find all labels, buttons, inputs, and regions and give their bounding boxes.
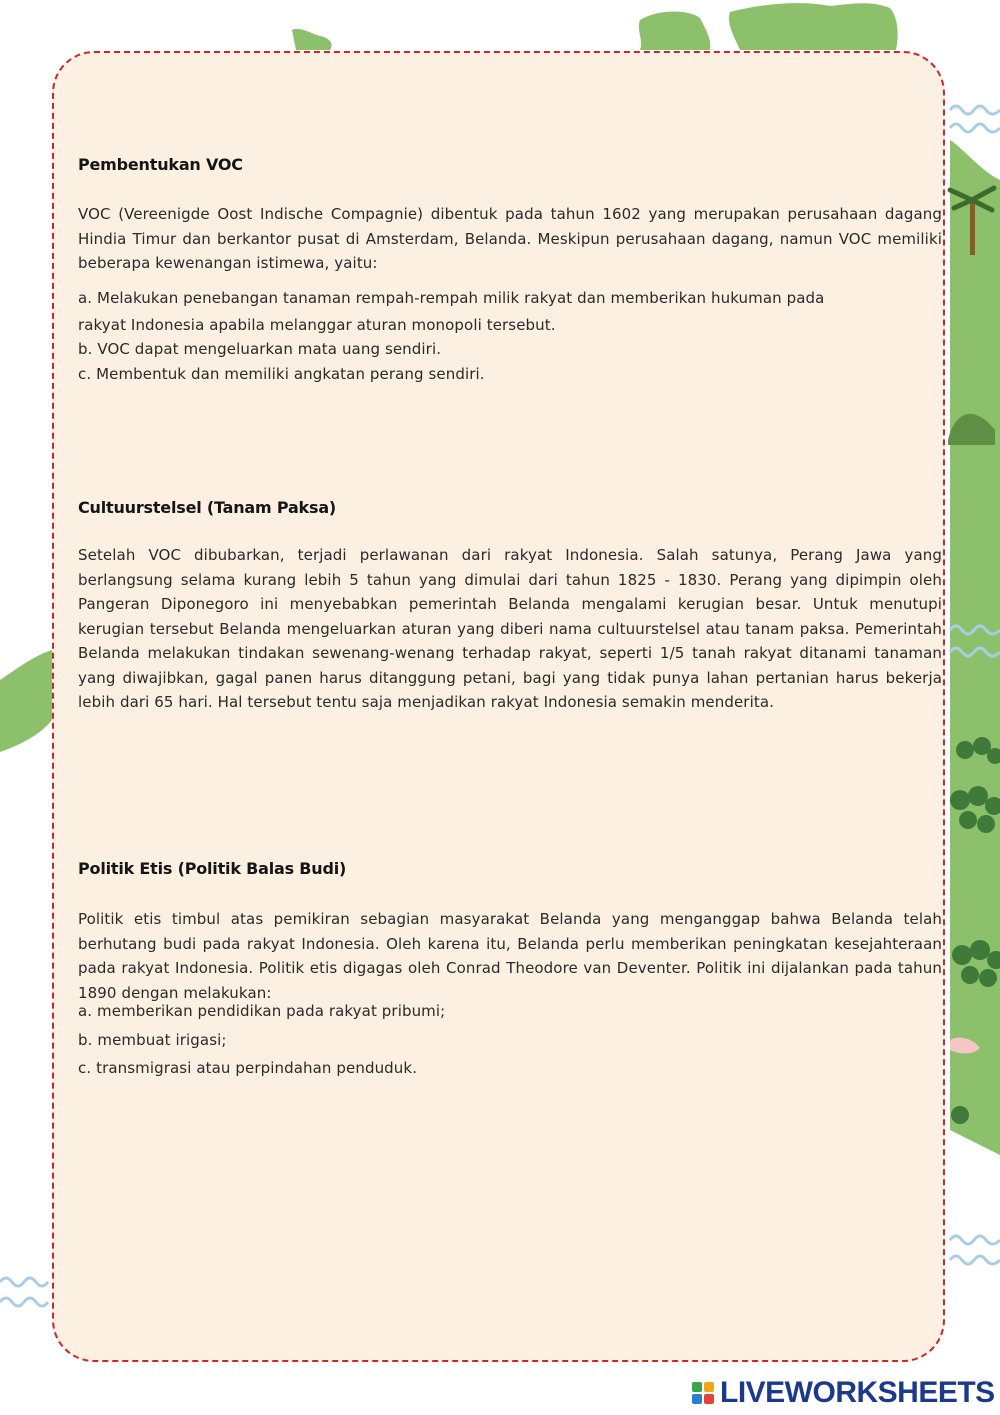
section-politik-etis (78, 859, 942, 878)
voc-intro-block (78, 202, 942, 276)
voc-item-a-line1: a. Melakukan penebangan tanaman rempah-rempah milik rakyat dan memberikan hukuman pada (78, 289, 825, 307)
politik-etis-block (78, 907, 942, 1081)
land-left (0, 650, 52, 752)
brand-name: LIVEWORKSHEETS (720, 1376, 995, 1409)
politik-etis-item-b: b. membuat irigasi; (78, 1030, 227, 1049)
voc-item-c: c. Membentuk dan memiliki angkatan perang sendiri. (78, 364, 485, 383)
section-voc (78, 155, 942, 174)
voc-list (78, 286, 942, 386)
logo-squares-icon (692, 1382, 714, 1404)
waves-right-bottom (950, 1236, 1000, 1264)
section-heading: Politik Etis (Politik Balas Budi) (78, 859, 347, 878)
liveworksheets-logo (692, 1375, 995, 1411)
section-heading: Cultuurstelsel (Tanam Paksa) (78, 498, 337, 517)
voc-item-a-line2: rakyat Indonesia apabila melanggar aturan monopoli tersebut. (78, 315, 556, 334)
politik-etis-item-a: a. memberikan pendidikan pada rakyat pribumi; (78, 1002, 446, 1020)
island-top-small (292, 29, 332, 50)
tanam-paksa-body: Setelah VOC dibubarkan, terjadi perlawanan dari rakyat Indonesia. Salah satunya, Perang Jawa yang berlangsung selama kurang lebih 5 tahun yang dimulai dari tahun 1825 - 1830. Perang yang dipimpin oleh Pangeran Diponegoro ini menyebabkan pemerintah Belanda mengalami kerugian besar. Untuk menutupi kerugian tersebut Belanda mengeluarkan aturan yang diberi nama cultuurstelsel atau tanam paksa. Pemerintah Belanda melakukan tindakan sewenang-wenang terhadap rakyat, seperti 1/5 tanah rakyat ditanami tanaman yang diwajibkan, gagal panen harus ditanggung petani, bagi yang tidak punya lahan pertanian harus bekerja lebih dari 65 hari. Hal tersebut tentu saja menjadikan rakyat Indonesia semakin menderita. (78, 546, 942, 711)
politik-etis-intro: Politik etis timbul atas pemikiran sebagian masyarakat Belanda yang menganggap bahwa Belanda telah berhutang budi pada rakyat Indonesia. Oleh karena itu, Belanda perlu memberikan peningkatan kesejahteraan pada rakyat Indonesia. Politik etis digagas oleh Conrad Theodore van Deventer. Politik ini dijalankan pada tahun 1890 dengan melakukan: (78, 910, 942, 1002)
island-top-right (729, 3, 898, 50)
waves-left-bottom (0, 1278, 48, 1306)
waves-right-top (950, 106, 1000, 132)
voc-intro: VOC (Vereenigde Oost Indische Compagnie) dibentuk pada tahun 1602 yang merupakan perusahaan dagang Hindia Timur dan berkantor pusat di Amsterdam, Belanda. Meskipun perusahaan dagang, namun VOC memiliki beberapa kewenangan istimewa, yaitu: (78, 205, 942, 272)
island-top-mid (639, 12, 711, 51)
section-heading: Pembentukan VOC (78, 155, 243, 174)
politik-etis-item-c: c. transmigrasi atau perpindahan penduduk. (78, 1059, 418, 1077)
voc-item-b: b. VOC dapat mengeluarkan mata uang sendiri. (78, 340, 442, 358)
section-tanam-paksa (78, 498, 942, 517)
tanam-paksa-block (78, 543, 942, 715)
